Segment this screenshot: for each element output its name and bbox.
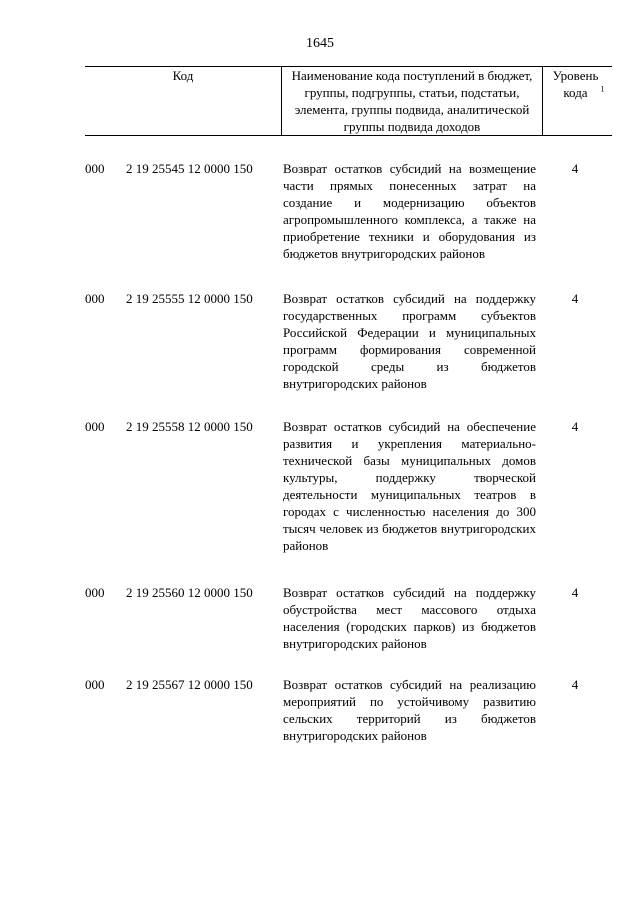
header-code: Код bbox=[172, 68, 194, 83]
income-name: Возврат остатков субсидий на поддержку обустройства мест массового отдыха населения (городских парков) из бюджетов внутригородских районов bbox=[283, 585, 536, 651]
code-level: 4 bbox=[571, 291, 579, 306]
code-level: 4 bbox=[571, 419, 579, 434]
header-name: Наименование кода поступлений в бюджет, группы, подгруппы, статьи, подстатьи, элемента, группы подвида, аналитической группы подвида доходов bbox=[281, 67, 543, 135]
header-level-footnote: 1 bbox=[600, 84, 605, 94]
income-name: Возврат остатков субсидий на поддержку государственных программ субъектов Российской Федерации и муниципальных программ формирования современной городской среды из бюджетов внутригородских районов bbox=[283, 291, 536, 391]
admin-code: 000 bbox=[85, 291, 105, 306]
header-level bbox=[543, 67, 612, 135]
header-level-text: Уровень кода bbox=[552, 68, 599, 100]
income-name: Возврат остатков субсидий на обеспечение развития и укрепления материально-технической базы муниципальных домов культуры, поддержку творческой деятельности муниципальных театров в городах с численностью населения до 300 тысяч человек из бюджетов внутригородских районов bbox=[283, 419, 536, 553]
table-header bbox=[85, 66, 612, 136]
income-name: Возврат остатков субсидий на реализацию мероприятий по устойчивому развитию сельских территорий из бюджетов внутригородских районов bbox=[283, 677, 536, 743]
admin-code: 000 bbox=[85, 585, 105, 600]
code-level: 4 bbox=[571, 677, 579, 692]
income-name: Возврат остатков субсидий на возмещение части прямых понесенных затрат на создание и модернизацию объектов агропромышленного комплекса, а также на приобретение техники и оборудования из бюджетов внутригородских районов bbox=[283, 161, 536, 261]
page-number: 1645 bbox=[306, 36, 334, 51]
budget-code: 2 19 25555 12 0000 150 bbox=[126, 291, 253, 306]
budget-code: 2 19 25558 12 0000 150 bbox=[126, 419, 253, 434]
budget-code: 2 19 25567 12 0000 150 bbox=[126, 677, 253, 692]
code-level: 4 bbox=[571, 161, 579, 176]
admin-code: 000 bbox=[85, 161, 105, 176]
budget-code: 2 19 25545 12 0000 150 bbox=[126, 161, 253, 176]
admin-code: 000 bbox=[85, 419, 105, 434]
budget-code: 2 19 25560 12 0000 150 bbox=[126, 585, 253, 600]
code-level: 4 bbox=[571, 585, 579, 600]
admin-code: 000 bbox=[85, 677, 105, 692]
